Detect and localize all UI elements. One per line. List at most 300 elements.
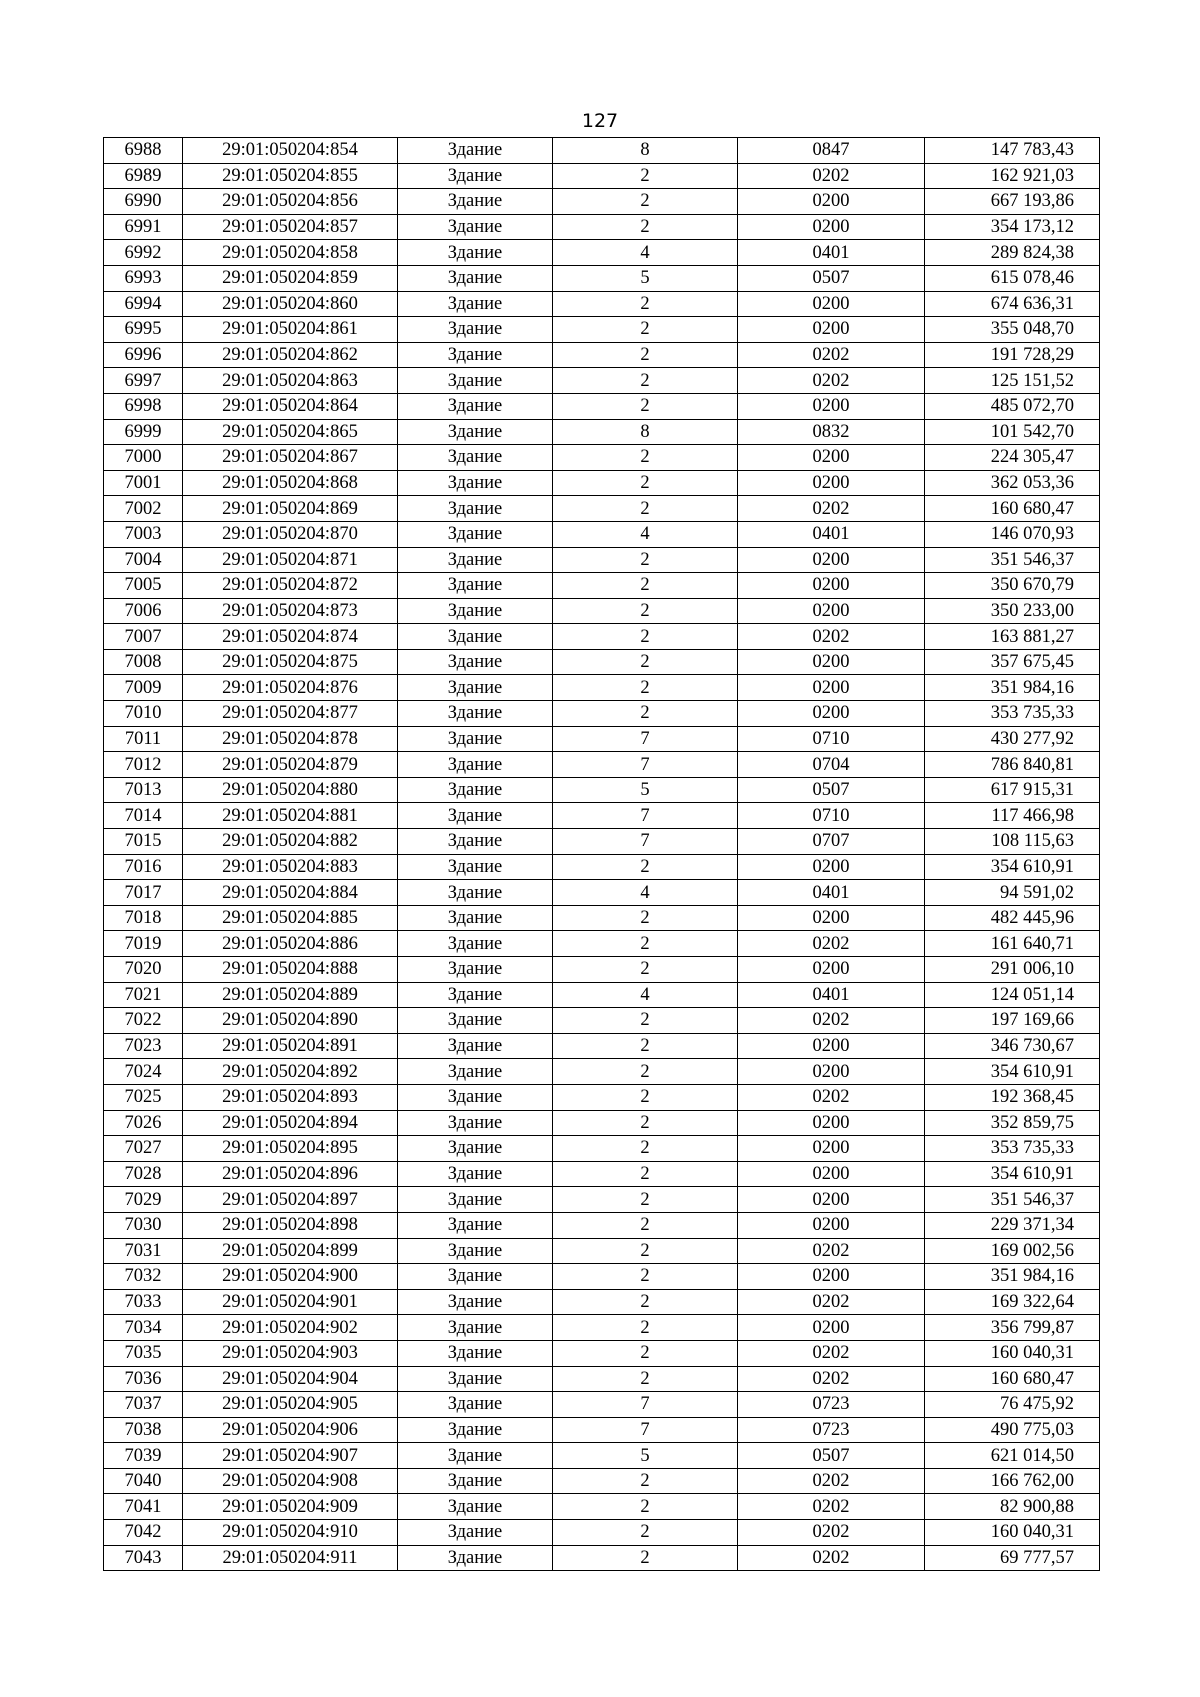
row-number-cell: 7030	[104, 1212, 183, 1238]
row-number-cell: 7019	[104, 931, 183, 957]
table-row	[104, 752, 1100, 778]
table-row	[104, 342, 1100, 368]
cadastral-number-cell: 29:01:050204:880	[183, 777, 398, 803]
table-row	[104, 1264, 1100, 1290]
row-number-cell: 7032	[104, 1264, 183, 1290]
group-cell: 2	[553, 957, 738, 983]
code-cell: 0704	[738, 752, 925, 778]
group-cell: 2	[553, 1187, 738, 1213]
code-cell: 0200	[738, 1212, 925, 1238]
value-cell: 166 762,00	[925, 1468, 1100, 1494]
group-cell: 2	[553, 445, 738, 471]
code-cell: 0200	[738, 1136, 925, 1162]
row-number-cell: 7023	[104, 1033, 183, 1059]
cadastral-number-cell: 29:01:050204:902	[183, 1315, 398, 1341]
cadastral-number-cell: 29:01:050204:898	[183, 1212, 398, 1238]
table-row	[104, 1340, 1100, 1366]
object-type-cell: Здание	[398, 189, 553, 215]
row-number-cell: 7038	[104, 1417, 183, 1443]
group-cell: 2	[553, 163, 738, 189]
object-type-cell: Здание	[398, 1187, 553, 1213]
value-cell: 485 072,70	[925, 393, 1100, 419]
group-cell: 2	[553, 1161, 738, 1187]
row-number-cell: 7012	[104, 752, 183, 778]
table-row	[104, 1494, 1100, 1520]
cadastral-number-cell: 29:01:050204:869	[183, 496, 398, 522]
row-number-cell: 7016	[104, 854, 183, 880]
table-row	[104, 1161, 1100, 1187]
group-cell: 2	[553, 1238, 738, 1264]
group-cell: 7	[553, 829, 738, 855]
object-type-cell: Здание	[398, 393, 553, 419]
row-number-cell: 7000	[104, 445, 183, 471]
value-cell: 353 735,33	[925, 701, 1100, 727]
registry-table	[103, 137, 1100, 1571]
group-cell: 2	[553, 1008, 738, 1034]
code-cell: 0200	[738, 1187, 925, 1213]
group-cell: 2	[553, 573, 738, 599]
object-type-cell: Здание	[398, 1366, 553, 1392]
code-cell: 0200	[738, 1110, 925, 1136]
cadastral-number-cell: 29:01:050204:904	[183, 1366, 398, 1392]
object-type-cell: Здание	[398, 214, 553, 240]
group-cell: 2	[553, 1494, 738, 1520]
code-cell: 0200	[738, 547, 925, 573]
object-type-cell: Здание	[398, 777, 553, 803]
cadastral-number-cell: 29:01:050204:890	[183, 1008, 398, 1034]
group-cell: 2	[553, 470, 738, 496]
value-cell: 356 799,87	[925, 1315, 1100, 1341]
code-cell: 0200	[738, 445, 925, 471]
object-type-cell: Здание	[398, 368, 553, 394]
table-row	[104, 957, 1100, 983]
value-cell: 124 051,14	[925, 982, 1100, 1008]
group-cell: 2	[553, 675, 738, 701]
cadastral-number-cell: 29:01:050204:897	[183, 1187, 398, 1213]
object-type-cell: Здание	[398, 1443, 553, 1469]
table-row	[104, 1520, 1100, 1546]
value-cell: 355 048,70	[925, 317, 1100, 343]
object-type-cell: Здание	[398, 854, 553, 880]
group-cell: 2	[553, 1366, 738, 1392]
value-cell: 482 445,96	[925, 905, 1100, 931]
object-type-cell: Здание	[398, 419, 553, 445]
row-number-cell: 7043	[104, 1545, 183, 1571]
code-cell: 0202	[738, 1008, 925, 1034]
value-cell: 291 006,10	[925, 957, 1100, 983]
table-row	[104, 1033, 1100, 1059]
code-cell: 0200	[738, 470, 925, 496]
object-type-cell: Здание	[398, 470, 553, 496]
table-row	[104, 1545, 1100, 1571]
table-row	[104, 573, 1100, 599]
row-number-cell: 7039	[104, 1443, 183, 1469]
object-type-cell: Здание	[398, 905, 553, 931]
code-cell: 0202	[738, 1366, 925, 1392]
value-cell: 101 542,70	[925, 419, 1100, 445]
table-row	[104, 649, 1100, 675]
object-type-cell: Здание	[398, 163, 553, 189]
code-cell: 0202	[738, 1289, 925, 1315]
object-type-cell: Здание	[398, 1392, 553, 1418]
object-type-cell: Здание	[398, 291, 553, 317]
cadastral-number-cell: 29:01:050204:872	[183, 573, 398, 599]
cadastral-number-cell: 29:01:050204:906	[183, 1417, 398, 1443]
value-cell: 667 193,86	[925, 189, 1100, 215]
code-cell: 0710	[738, 726, 925, 752]
value-cell: 224 305,47	[925, 445, 1100, 471]
cadastral-number-cell: 29:01:050204:875	[183, 649, 398, 675]
object-type-cell: Здание	[398, 1008, 553, 1034]
value-cell: 354 610,91	[925, 1059, 1100, 1085]
row-number-cell: 7036	[104, 1366, 183, 1392]
value-cell: 169 002,56	[925, 1238, 1100, 1264]
cadastral-number-cell: 29:01:050204:911	[183, 1545, 398, 1571]
object-type-cell: Здание	[398, 317, 553, 343]
row-number-cell: 7021	[104, 982, 183, 1008]
cadastral-number-cell: 29:01:050204:856	[183, 189, 398, 215]
group-cell: 8	[553, 419, 738, 445]
row-number-cell: 6999	[104, 419, 183, 445]
cadastral-number-cell: 29:01:050204:861	[183, 317, 398, 343]
cadastral-number-cell: 29:01:050204:867	[183, 445, 398, 471]
code-cell: 0200	[738, 1161, 925, 1187]
table-row	[104, 445, 1100, 471]
code-cell: 0202	[738, 163, 925, 189]
object-type-cell: Здание	[398, 138, 553, 164]
code-cell: 0507	[738, 265, 925, 291]
row-number-cell: 6992	[104, 240, 183, 266]
object-type-cell: Здание	[398, 649, 553, 675]
object-type-cell: Здание	[398, 1110, 553, 1136]
cadastral-number-cell: 29:01:050204:905	[183, 1392, 398, 1418]
row-number-cell: 7008	[104, 649, 183, 675]
code-cell: 0832	[738, 419, 925, 445]
row-number-cell: 6991	[104, 214, 183, 240]
group-cell: 2	[553, 649, 738, 675]
group-cell: 2	[553, 1520, 738, 1546]
group-cell: 2	[553, 1110, 738, 1136]
value-cell: 162 921,03	[925, 163, 1100, 189]
cadastral-number-cell: 29:01:050204:907	[183, 1443, 398, 1469]
object-type-cell: Здание	[398, 829, 553, 855]
row-number-cell: 7034	[104, 1315, 183, 1341]
code-cell: 0202	[738, 624, 925, 650]
object-type-cell: Здание	[398, 1033, 553, 1059]
value-cell: 108 115,63	[925, 829, 1100, 855]
table-row	[104, 470, 1100, 496]
value-cell: 674 636,31	[925, 291, 1100, 317]
row-number-cell: 7001	[104, 470, 183, 496]
code-cell: 0202	[738, 1545, 925, 1571]
registry-table-body	[104, 138, 1100, 1571]
cadastral-number-cell: 29:01:050204:854	[183, 138, 398, 164]
table-row	[104, 291, 1100, 317]
value-cell: 615 078,46	[925, 265, 1100, 291]
group-cell: 2	[553, 342, 738, 368]
table-row	[104, 598, 1100, 624]
group-cell: 7	[553, 752, 738, 778]
group-cell: 8	[553, 138, 738, 164]
value-cell: 617 915,31	[925, 777, 1100, 803]
group-cell: 2	[553, 905, 738, 931]
table-row	[104, 1187, 1100, 1213]
row-number-cell: 7026	[104, 1110, 183, 1136]
code-cell: 0200	[738, 957, 925, 983]
object-type-cell: Здание	[398, 521, 553, 547]
group-cell: 4	[553, 982, 738, 1008]
page-number: 127	[581, 110, 619, 132]
group-cell: 2	[553, 368, 738, 394]
group-cell: 5	[553, 777, 738, 803]
group-cell: 7	[553, 803, 738, 829]
object-type-cell: Здание	[398, 1136, 553, 1162]
cadastral-number-cell: 29:01:050204:900	[183, 1264, 398, 1290]
object-type-cell: Здание	[398, 701, 553, 727]
code-cell: 0507	[738, 777, 925, 803]
table-row	[104, 1238, 1100, 1264]
code-cell: 0200	[738, 675, 925, 701]
table-row	[104, 214, 1100, 240]
table-row	[104, 1366, 1100, 1392]
value-cell: 76 475,92	[925, 1392, 1100, 1418]
group-cell: 2	[553, 393, 738, 419]
object-type-cell: Здание	[398, 496, 553, 522]
cadastral-number-cell: 29:01:050204:889	[183, 982, 398, 1008]
object-type-cell: Здание	[398, 1494, 553, 1520]
code-cell: 0401	[738, 521, 925, 547]
object-type-cell: Здание	[398, 342, 553, 368]
table-row	[104, 726, 1100, 752]
group-cell: 4	[553, 880, 738, 906]
row-number-cell: 6989	[104, 163, 183, 189]
object-type-cell: Здание	[398, 1520, 553, 1546]
cadastral-number-cell: 29:01:050204:910	[183, 1520, 398, 1546]
row-number-cell: 7041	[104, 1494, 183, 1520]
table-row	[104, 138, 1100, 164]
object-type-cell: Здание	[398, 1264, 553, 1290]
value-cell: 350 233,00	[925, 598, 1100, 624]
value-cell: 490 775,03	[925, 1417, 1100, 1443]
row-number-cell: 7024	[104, 1059, 183, 1085]
cadastral-number-cell: 29:01:050204:909	[183, 1494, 398, 1520]
value-cell: 229 371,34	[925, 1212, 1100, 1238]
code-cell: 0200	[738, 854, 925, 880]
code-cell: 0401	[738, 982, 925, 1008]
cadastral-number-cell: 29:01:050204:873	[183, 598, 398, 624]
row-number-cell: 7017	[104, 880, 183, 906]
table-row	[104, 1110, 1100, 1136]
group-cell: 2	[553, 1545, 738, 1571]
row-number-cell: 7020	[104, 957, 183, 983]
value-cell: 192 368,45	[925, 1084, 1100, 1110]
table-row	[104, 1212, 1100, 1238]
cadastral-number-cell: 29:01:050204:893	[183, 1084, 398, 1110]
table-row	[104, 1059, 1100, 1085]
value-cell: 357 675,45	[925, 649, 1100, 675]
group-cell: 2	[553, 624, 738, 650]
cadastral-number-cell: 29:01:050204:896	[183, 1161, 398, 1187]
value-cell: 786 840,81	[925, 752, 1100, 778]
group-cell: 2	[553, 1059, 738, 1085]
value-cell: 354 173,12	[925, 214, 1100, 240]
object-type-cell: Здание	[398, 803, 553, 829]
group-cell: 2	[553, 931, 738, 957]
value-cell: 125 151,52	[925, 368, 1100, 394]
cadastral-number-cell: 29:01:050204:876	[183, 675, 398, 701]
group-cell: 2	[553, 1212, 738, 1238]
code-cell: 0723	[738, 1417, 925, 1443]
object-type-cell: Здание	[398, 931, 553, 957]
group-cell: 2	[553, 189, 738, 215]
table-row	[104, 368, 1100, 394]
row-number-cell: 7029	[104, 1187, 183, 1213]
object-type-cell: Здание	[398, 752, 553, 778]
cadastral-number-cell: 29:01:050204:868	[183, 470, 398, 496]
code-cell: 0200	[738, 214, 925, 240]
row-number-cell: 7028	[104, 1161, 183, 1187]
row-number-cell: 7009	[104, 675, 183, 701]
cadastral-number-cell: 29:01:050204:894	[183, 1110, 398, 1136]
object-type-cell: Здание	[398, 1468, 553, 1494]
group-cell: 2	[553, 1084, 738, 1110]
code-cell: 0202	[738, 342, 925, 368]
code-cell: 0202	[738, 1520, 925, 1546]
cadastral-number-cell: 29:01:050204:888	[183, 957, 398, 983]
row-number-cell: 7037	[104, 1392, 183, 1418]
value-cell: 69 777,57	[925, 1545, 1100, 1571]
group-cell: 2	[553, 1033, 738, 1059]
code-cell: 0200	[738, 1033, 925, 1059]
value-cell: 352 859,75	[925, 1110, 1100, 1136]
code-cell: 0200	[738, 1059, 925, 1085]
value-cell: 354 610,91	[925, 1161, 1100, 1187]
value-cell: 346 730,67	[925, 1033, 1100, 1059]
table-row	[104, 931, 1100, 957]
object-type-cell: Здание	[398, 1238, 553, 1264]
object-type-cell: Здание	[398, 573, 553, 599]
value-cell: 160 040,31	[925, 1340, 1100, 1366]
group-cell: 2	[553, 598, 738, 624]
code-cell: 0401	[738, 880, 925, 906]
row-number-cell: 7025	[104, 1084, 183, 1110]
row-number-cell: 6990	[104, 189, 183, 215]
table-row	[104, 240, 1100, 266]
group-cell: 2	[553, 1340, 738, 1366]
row-number-cell: 7022	[104, 1008, 183, 1034]
code-cell: 0202	[738, 368, 925, 394]
value-cell: 351 984,16	[925, 1264, 1100, 1290]
object-type-cell: Здание	[398, 675, 553, 701]
value-cell: 351 546,37	[925, 547, 1100, 573]
cadastral-number-cell: 29:01:050204:908	[183, 1468, 398, 1494]
row-number-cell: 6995	[104, 317, 183, 343]
row-number-cell: 7013	[104, 777, 183, 803]
table-row	[104, 1417, 1100, 1443]
table-row	[104, 317, 1100, 343]
table-row	[104, 547, 1100, 573]
table-row	[104, 1315, 1100, 1341]
row-number-cell: 7018	[104, 905, 183, 931]
cadastral-number-cell: 29:01:050204:864	[183, 393, 398, 419]
value-cell: 354 610,91	[925, 854, 1100, 880]
group-cell: 5	[553, 265, 738, 291]
object-type-cell: Здание	[398, 624, 553, 650]
row-number-cell: 7027	[104, 1136, 183, 1162]
table-row	[104, 163, 1100, 189]
cadastral-number-cell: 29:01:050204:882	[183, 829, 398, 855]
value-cell: 117 466,98	[925, 803, 1100, 829]
value-cell: 82 900,88	[925, 1494, 1100, 1520]
value-cell: 94 591,02	[925, 880, 1100, 906]
object-type-cell: Здание	[398, 1340, 553, 1366]
group-cell: 2	[553, 214, 738, 240]
group-cell: 7	[553, 726, 738, 752]
cadastral-number-cell: 29:01:050204:878	[183, 726, 398, 752]
cadastral-number-cell: 29:01:050204:859	[183, 265, 398, 291]
object-type-cell: Здание	[398, 880, 553, 906]
object-type-cell: Здание	[398, 265, 553, 291]
code-cell: 0200	[738, 598, 925, 624]
row-number-cell: 6993	[104, 265, 183, 291]
group-cell: 2	[553, 1289, 738, 1315]
object-type-cell: Здание	[398, 1417, 553, 1443]
row-number-cell: 7015	[104, 829, 183, 855]
cadastral-number-cell: 29:01:050204:863	[183, 368, 398, 394]
cadastral-number-cell: 29:01:050204:870	[183, 521, 398, 547]
value-cell: 169 322,64	[925, 1289, 1100, 1315]
value-cell: 621 014,50	[925, 1443, 1100, 1469]
object-type-cell: Здание	[398, 240, 553, 266]
row-number-cell: 7006	[104, 598, 183, 624]
table-row	[104, 265, 1100, 291]
row-number-cell: 6996	[104, 342, 183, 368]
code-cell: 0401	[738, 240, 925, 266]
code-cell: 0202	[738, 496, 925, 522]
object-type-cell: Здание	[398, 1315, 553, 1341]
code-cell: 0200	[738, 1264, 925, 1290]
code-cell: 0200	[738, 905, 925, 931]
table-row	[104, 854, 1100, 880]
cadastral-number-cell: 29:01:050204:862	[183, 342, 398, 368]
table-row	[104, 1443, 1100, 1469]
object-type-cell: Здание	[398, 445, 553, 471]
cadastral-number-cell: 29:01:050204:884	[183, 880, 398, 906]
object-type-cell: Здание	[398, 1059, 553, 1085]
group-cell: 2	[553, 547, 738, 573]
group-cell: 2	[553, 1468, 738, 1494]
value-cell: 351 984,16	[925, 675, 1100, 701]
code-cell: 0507	[738, 1443, 925, 1469]
code-cell: 0707	[738, 829, 925, 855]
group-cell: 5	[553, 1443, 738, 1469]
value-cell: 289 824,38	[925, 240, 1100, 266]
row-number-cell: 7035	[104, 1340, 183, 1366]
table-row	[104, 675, 1100, 701]
code-cell: 0202	[738, 1084, 925, 1110]
cadastral-number-cell: 29:01:050204:871	[183, 547, 398, 573]
code-cell: 0200	[738, 649, 925, 675]
value-cell: 351 546,37	[925, 1187, 1100, 1213]
cadastral-number-cell: 29:01:050204:886	[183, 931, 398, 957]
object-type-cell: Здание	[398, 547, 553, 573]
object-type-cell: Здание	[398, 957, 553, 983]
row-number-cell: 7014	[104, 803, 183, 829]
group-cell: 2	[553, 1136, 738, 1162]
cadastral-number-cell: 29:01:050204:899	[183, 1238, 398, 1264]
code-cell: 0200	[738, 189, 925, 215]
row-number-cell: 6994	[104, 291, 183, 317]
